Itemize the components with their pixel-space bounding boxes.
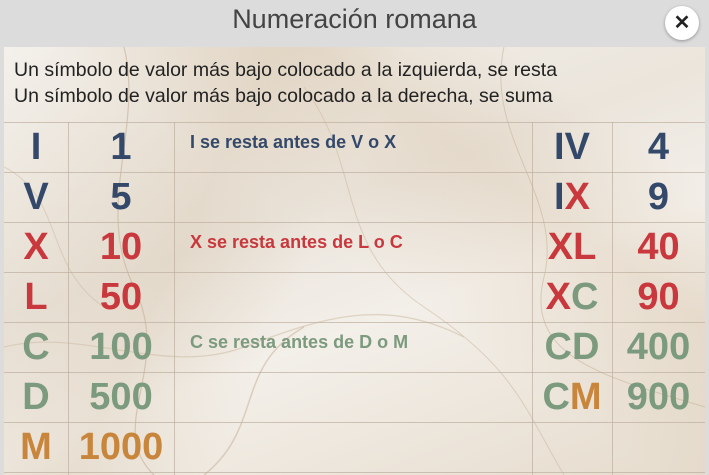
subtractive-combination	[532, 372, 612, 422]
title-bar	[0, 0, 709, 46]
subtractive-combination	[532, 122, 612, 172]
combination-first-letter: C	[544, 326, 572, 368]
arabic-value: 1000	[78, 426, 164, 468]
arabic-value: 100	[89, 326, 153, 368]
content-panel	[4, 47, 705, 475]
roman-symbol: I	[30, 126, 42, 168]
combination-first-letter: C	[542, 376, 570, 418]
close-icon[interactable]: ✕	[665, 6, 699, 40]
arabic-value: 500	[89, 376, 153, 418]
rules-text	[14, 57, 557, 109]
combination-second-letter: M	[569, 376, 602, 418]
combination-first-letter: X	[545, 276, 571, 318]
subtractive-combination	[532, 172, 612, 222]
subtraction-rule-note: I se resta antes de V o X	[190, 132, 397, 152]
combination-second-letter: X	[564, 176, 590, 218]
subtractive-combination	[532, 322, 612, 372]
table-column-divider	[174, 122, 175, 475]
rule-add: Un símbolo de valor más bajo colocado a la derecha, se suma	[14, 85, 553, 107]
roman-symbol: L	[24, 276, 48, 318]
combination-second-letter: L	[573, 226, 597, 268]
arabic-value: 10	[99, 226, 143, 268]
combination-second-letter: D	[572, 326, 600, 368]
rule-subtract: Un símbolo de valor más bajo colocado a la izquierda, se resta	[14, 59, 558, 81]
subtraction-rule-note: C se resta antes de D o M	[190, 332, 409, 352]
arabic-value: 50	[99, 276, 143, 318]
combination-value: 4	[647, 126, 670, 168]
combination-first-letter: I	[554, 126, 565, 168]
combination-first-letter: X	[547, 226, 574, 268]
combination-second-letter: V	[564, 126, 590, 168]
roman-symbol: V	[23, 176, 49, 218]
roman-symbol: X	[23, 226, 49, 268]
subtractive-combination	[532, 272, 612, 322]
combination-first-letter: I	[554, 176, 565, 218]
subtraction-rule-note: X se resta antes de L o C	[190, 232, 403, 252]
arabic-value: 5	[110, 176, 132, 218]
combination-second-letter: C	[570, 276, 599, 318]
roman-symbol: D	[22, 376, 50, 418]
arabic-value: 1	[110, 126, 132, 168]
roman-symbol: M	[20, 426, 52, 468]
combination-value: 400	[626, 326, 691, 368]
roman-symbol: C	[22, 326, 50, 368]
window-title: Numeración romana	[232, 4, 477, 34]
combination-value: 900	[626, 376, 691, 418]
combination-value: 9	[647, 176, 670, 218]
combination-value: 90	[637, 276, 680, 318]
table-row-divider	[4, 472, 705, 473]
combination-value: 40	[637, 226, 680, 268]
subtractive-combination	[532, 222, 612, 272]
